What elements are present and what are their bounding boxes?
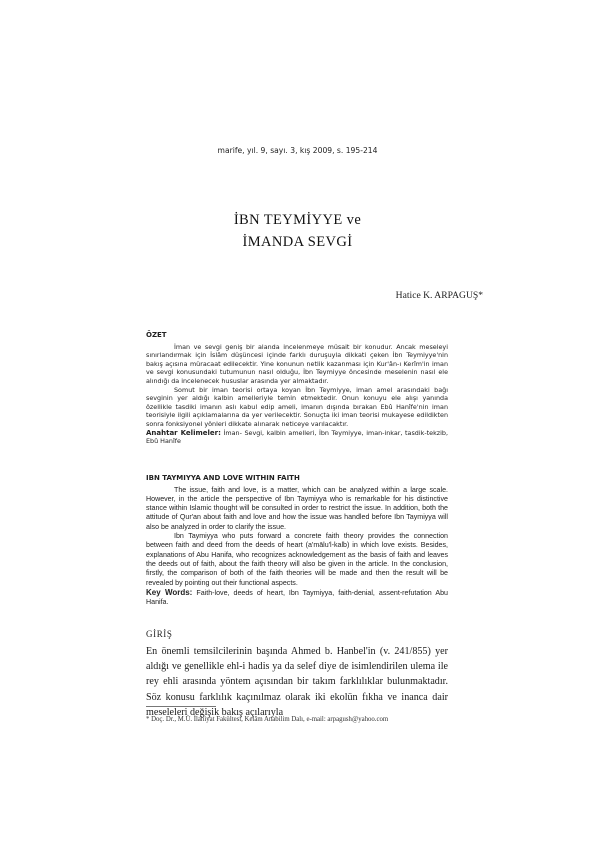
intro-paragraph: En önemli temsilcilerinin başında Ahmed b. Hanbel'in (v. 241/855) yer aldığı ve genellikle ehl-i hadis ya da selef diye de isimlendirilen ulema ile rey ehli arasında yöntem açısından bir takım farklılıklar bulunmaktadır. Söz konusu farklılık kaçınılmaz olarak iki ekolün fıkha ve inanca dair meseleleri değişik bakış açılarıyla bbox=[146, 646, 448, 718]
title-line-2: İMANDA SEVGİ bbox=[242, 234, 353, 250]
keywords-text: İman- Sevgi, kalbin amelleri, İbn Teymiyye, iman-inkar, tasdik-tekzib, Ebû Hanîfe bbox=[146, 428, 448, 446]
abstract-english bbox=[146, 474, 448, 607]
section-heading: GİRİŞ bbox=[146, 629, 173, 639]
footnote: * Doç. Dr., M.Ü. İlahiyat Fakültesi, Kelâm Anabilim Dalı, e-mail: arpagush@yahoo.com bbox=[146, 716, 389, 723]
intro-text bbox=[146, 644, 448, 720]
keywords-label: Anahtar Kelimeler: bbox=[146, 428, 221, 437]
footnote-rule bbox=[146, 706, 216, 707]
keywords-turkish bbox=[146, 429, 448, 446]
abstract-paragraph: Somut bir iman teorisi ortaya koyan İbn Teymiyye, iman amel arasındaki bağı sevginin yer aldığı kalbin amelleriyle temin etmektedir. Onun konuyu ele alışı yanında özellikle tasdiki imanın aslı kabul edip ameli, imanın dışında bırakan Ebû Hanîfe'nin iman teorisiyle ilgili açıklamalarına da yer verilecektir. Sonuçta iki iman teorisi mukayese edildikten sonra fonksiyonel yönleri dikkate alınarak neticeye varılacaktır. bbox=[146, 385, 448, 428]
abstract-turkish bbox=[146, 331, 448, 446]
abstract-english-heading: IBN TAYMIYYA AND LOVE WITHIN FAITH bbox=[146, 474, 300, 482]
article-title bbox=[0, 209, 595, 253]
keywords-english-label: Key Words: bbox=[146, 587, 193, 597]
title-line-1: İBN TEYMİYYE ve bbox=[233, 212, 362, 228]
keywords-english bbox=[146, 588, 448, 608]
journal-citation: marife, yıl. 9, sayı. 3, kış 2009, s. 195-214 bbox=[217, 146, 378, 155]
abstract-paragraph: İman ve sevgi geniş bir alanda incelenmeye müsait bir konudur. Ancak meseleyi sınırlandırmak için İslâm düşüncesi içinde farklı duruşuyla dikkati çeken İbn Teymiyye'nin bakış açısına müracaat edilecektir. Yine konunun netlik kazanması için Kur'ân-ı Kerîm'in iman ve sevgi konusundaki tutumunun nasıl olduğu, İbn Teymiyye öncesinde meselenin nasıl ele alındığı da incelenecek hususlar arasında yer almaktadır. bbox=[146, 342, 448, 385]
abstract-heading: ÖZET bbox=[146, 331, 167, 339]
abstract-english-paragraph: Ibn Taymiyya who puts forward a concrete faith theory provides the connection between faith and deed from the deeds of heart (a'mālu'l-kalb) in which love exists. Besides, explanations of Abu Hanifa, who recognizes acknowledgement as the basis of faith and leaves the deeds out of faith, about the faith theory will also be given in the article. In the conclusion, firstly, the comparison of both of the faith theories will be made and then the result will be revealed by pointing out their functional aspects. bbox=[146, 532, 448, 587]
author-name: Hatice K. ARPAGUŞ* bbox=[395, 290, 483, 301]
keywords-english-text: Faith-love, deeds of heart, Ibn Taymiyya, faith-denial, assent-refutation Abu Hanifa. bbox=[146, 588, 449, 607]
abstract-english-paragraph: The issue, faith and love, is a matter, which can be analyzed within a large scale. However, in the article the perspective of Ibn Taymiyya who is remarkable for his distinctive stance within Islamic thought will be consulted in order to restrict the issue. In addition, both the attitude of Qur'an about faith and love and how the issue was handled before Ibn Taymiyya will also be analyzed in order to clarify the issue. bbox=[146, 485, 448, 531]
